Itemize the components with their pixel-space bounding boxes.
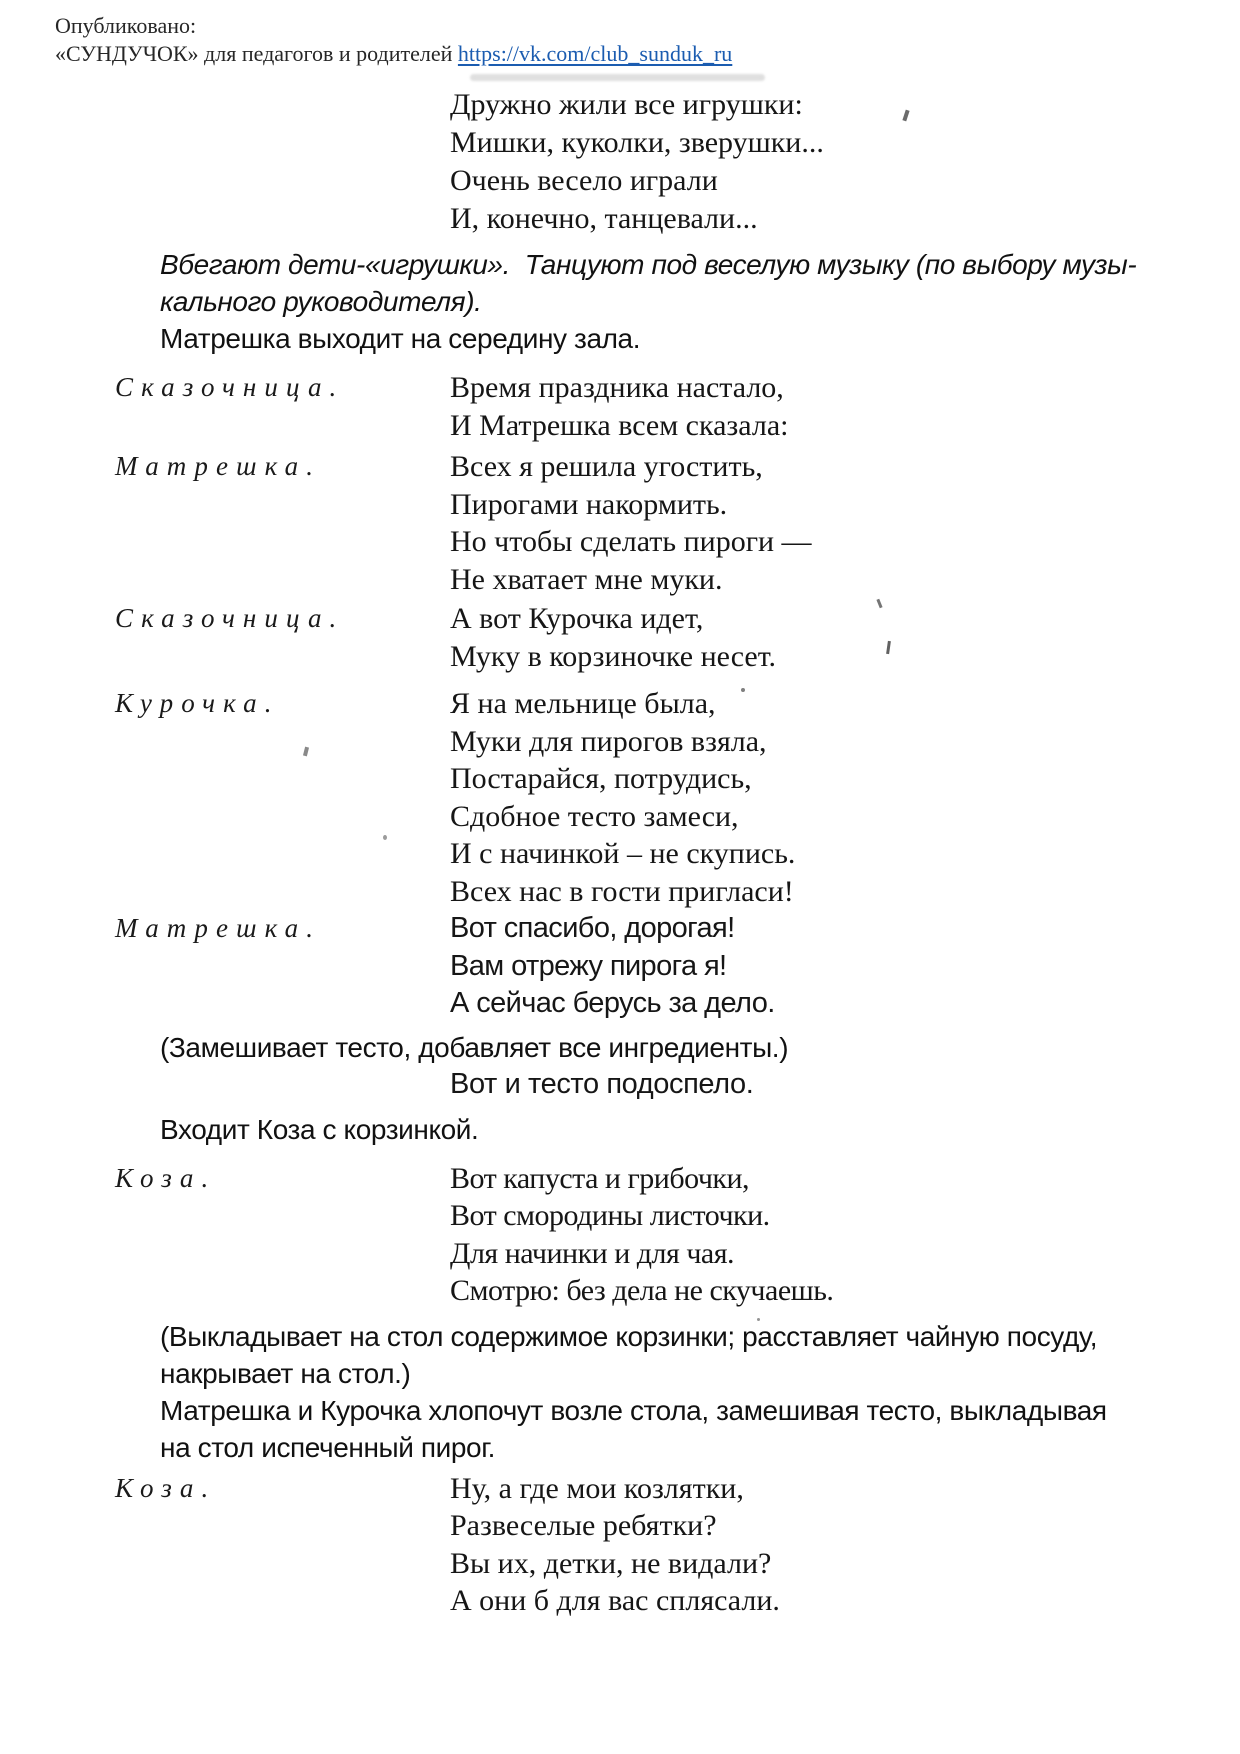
stage-direction-line: накрывает на стол.) bbox=[160, 1357, 411, 1389]
poem-line: Дружно жили все игрушки: bbox=[450, 88, 803, 121]
dialogue-block bbox=[115, 685, 1200, 910]
dialogue-line: И Матрешка всем сказала: bbox=[450, 408, 789, 442]
scan-speck bbox=[757, 1318, 760, 1321]
dialogue-lines bbox=[450, 448, 1200, 598]
speaker-name: Сказочница. bbox=[115, 372, 345, 402]
dialogue-line: Развеселые ребятки? bbox=[450, 1509, 717, 1542]
dialogue-line: Пирогами накормить. bbox=[450, 487, 728, 521]
dialogue-line: Постарайся, потрудись, bbox=[450, 762, 752, 795]
dialogue-lines bbox=[450, 369, 1200, 444]
stage-direction-2 bbox=[160, 1029, 1200, 1066]
speaker-name: Матрешка. bbox=[115, 913, 322, 943]
stage-direction-3 bbox=[160, 1318, 1200, 1466]
dialogue-line: Я на мельнице была, bbox=[450, 687, 716, 720]
dialogue-line: Муки для пирогов взяла, bbox=[450, 724, 767, 758]
stage-direction-2b bbox=[160, 1111, 1200, 1148]
dialogue-line: Но чтобы сделать пироги — bbox=[450, 525, 812, 558]
dialogue-line: Всех нас в гости пригласи! bbox=[450, 874, 794, 908]
dialogue-line: Не хватает мне муки. bbox=[450, 562, 723, 596]
dialogue-block bbox=[115, 448, 1200, 598]
page-header bbox=[55, 12, 1200, 68]
source-text: «СУНДУЧОК» для педагогов и родителей bbox=[55, 41, 458, 66]
speaker-name: Матрешка. bbox=[115, 451, 322, 481]
dialogue-line: Вот смородины листочки. bbox=[450, 1199, 770, 1232]
stage-direction-line: (Замешивает тесто, добавляет все ингредиенты.) bbox=[160, 1031, 789, 1063]
dialogue-block bbox=[115, 910, 1200, 1023]
speaker-name: Коза. bbox=[115, 1162, 217, 1193]
dialogue-line: Вот капуста и грибочки, bbox=[450, 1161, 750, 1195]
dialogue-line: Вот спасибо, дорогая! bbox=[450, 912, 735, 944]
published-label: Опубликовано: bbox=[55, 13, 197, 38]
dialogue-line: Для начинки и для чая. bbox=[450, 1236, 735, 1270]
dialogue-line: Всех я решила угостить, bbox=[450, 450, 763, 483]
scan-smudge bbox=[470, 74, 765, 81]
stage-direction-1 bbox=[160, 246, 1200, 357]
stage-direction-line: Входит Коза с корзинкой. bbox=[160, 1113, 479, 1145]
speaker-name: Курочка. bbox=[115, 688, 280, 718]
dialogue-line: А сейчас берусь за дело. bbox=[450, 987, 775, 1019]
dialogue-line: Ну, а где мои козлятки, bbox=[450, 1471, 744, 1505]
speaker-name: Сказочница. bbox=[115, 603, 345, 633]
dialogue-line: Сдобное тесто замеси, bbox=[450, 799, 739, 833]
dialogue-line: А они б для вас сплясали. bbox=[450, 1584, 780, 1617]
stage-direction-line: Матрешка и Курочка хлопочут возле стола, замешивая тесто, выкладывая bbox=[160, 1394, 1107, 1426]
dialogue-line: А вот Курочка идет, bbox=[450, 602, 704, 635]
opening-poem bbox=[450, 86, 1200, 238]
stage-direction-line: кального руководителя). bbox=[160, 286, 482, 317]
stage-direction-line: Матрешка выходит на середину зала. bbox=[160, 323, 641, 354]
dialogue-line: Время праздника настало, bbox=[450, 371, 784, 404]
scan-speck bbox=[741, 688, 745, 692]
source-link[interactable]: https://vk.com/club_sunduk_ru bbox=[457, 41, 733, 66]
dialogue-lines bbox=[450, 1160, 1200, 1310]
dialogue-line: Муку в корзиночке несет. bbox=[450, 639, 777, 673]
stage-direction-line: Вбегают дети-«игрушки». Танцуют под веселую музыку (по выбору музы- bbox=[160, 249, 1137, 280]
poem-line: Очень весело играли bbox=[450, 164, 718, 197]
poem-line: И, конечно, танцевали... bbox=[450, 202, 758, 235]
dialogue-continuation-line: Вот и тесто подоспело. bbox=[450, 1067, 754, 1100]
dialogue-line: И с начинкой – не скупись. bbox=[450, 837, 796, 870]
dialogue-block bbox=[115, 600, 1200, 675]
speaker-name: Коза. bbox=[115, 1472, 217, 1503]
dialogue-lines bbox=[450, 910, 1200, 1023]
source-line bbox=[55, 40, 1200, 68]
dialogue-block bbox=[115, 1470, 1200, 1620]
stage-direction-line: на стол испеченный пирог. bbox=[160, 1431, 495, 1463]
stage-direction-line: (Выкладывает на стол содержимое корзинки; расставляет чайную посуду, bbox=[160, 1320, 1098, 1352]
dialogue-block bbox=[115, 369, 1200, 444]
dialogue-lines bbox=[450, 1470, 1200, 1620]
dialogue-lines bbox=[450, 685, 1200, 910]
dialogue-line: Смотрю: без дела не скучаешь. bbox=[450, 1274, 834, 1307]
dialogue-line: Вам отрежу пирога я! bbox=[450, 949, 727, 982]
scan-speck bbox=[383, 835, 387, 840]
dialogue-line: Вы их, детки, не видали? bbox=[450, 1546, 772, 1580]
poem-line: Мишки, куколки, зверушки... bbox=[450, 126, 824, 159]
dialogue-block bbox=[115, 1160, 1200, 1310]
dialogue-lines bbox=[450, 600, 1200, 675]
